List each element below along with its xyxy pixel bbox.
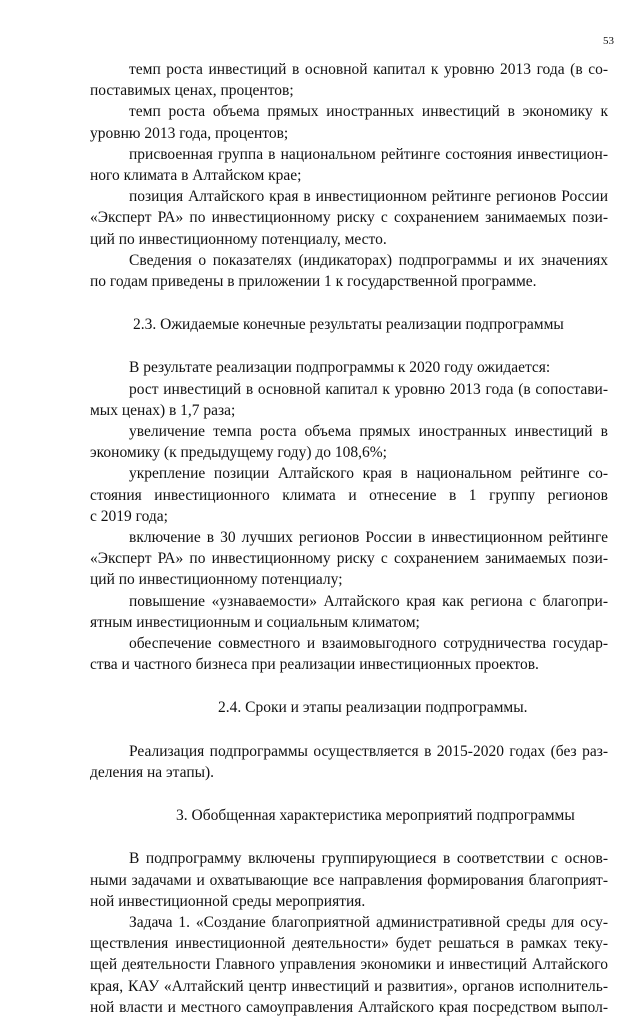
text-line: включение в 30 лучших регионов России в инвестиционном рейтинге: [129, 529, 608, 547]
text-line: ной власти и местного самоуправления Алтайского края посредством выпол-: [90, 998, 608, 1016]
text-line: экономику (к предыдущему году) до 108,6%;: [90, 444, 387, 462]
paragraph: [90, 144, 608, 186]
paragraph: [90, 591, 608, 633]
paragraph: [90, 186, 608, 250]
text-line: обеспечение совместного и взаимовыгодного сотрудничества государ-: [129, 635, 608, 653]
text-line: рост инвестиций в основной капитал к уровню 2013 года (в сопостави-: [129, 380, 608, 398]
text-line: стояния инвестиционного климата и отнесение в 1 группу регионов: [90, 486, 608, 504]
text-line: повышение «узнаваемости» Алтайского края как региона с благопри-: [129, 592, 608, 610]
text-line: ными задачами и охватывающие все направления формирования благоприят-: [90, 871, 608, 889]
text-line: «Эксперт РА» по инвестиционному риску с сохранением занимаемых пози-: [90, 209, 608, 227]
text-line: ного климата в Алтайском крае;: [90, 167, 302, 185]
text-line: ций по инвестиционному потенциалу, место.: [90, 230, 387, 248]
text-line: «Эксперт РА» по инвестиционному риску с сохранением занимаемых пози-: [90, 550, 608, 568]
text-line: ства и частного бизнеса при реализации инвестиционных проектов.: [90, 656, 539, 674]
text-line: темп роста объема прямых иностранных инвестиций в экономику к: [129, 103, 608, 121]
paragraph: [90, 741, 608, 783]
paragraph: [90, 848, 608, 912]
paragraph: [90, 101, 608, 143]
paragraph: [90, 379, 608, 421]
paragraph: [90, 912, 608, 1018]
paragraph: [90, 250, 608, 292]
paragraph: [90, 357, 608, 378]
document-body: [90, 59, 608, 1018]
text-line: увеличение темпа роста объема прямых иностранных инвестиций в: [129, 423, 608, 441]
text-line: Реализация подпрограммы осуществляется в 2015-2020 годах (без раз-: [129, 742, 608, 760]
text-line: В результате реализации подпрограммы к 2020 году ожидается:: [129, 359, 551, 377]
text-line: щей деятельности Главного управления экономики и инвестиций Алтайского: [90, 956, 608, 974]
text-line: по годам приведены в приложении 1 к государственной программе.: [90, 273, 537, 291]
text-line: ций по инвестиционному потенциалу;: [90, 571, 343, 589]
text-line: темп роста инвестиций в основной капитал к уровню 2013 года (в со-: [129, 61, 608, 78]
paragraph: [90, 421, 608, 463]
text-line: края, КАУ «Алтайский центр инвестиций и развития», органов исполнитель-: [90, 977, 608, 995]
text-line: ной инвестиционной среды мероприятия.: [90, 892, 366, 910]
text-line: мых ценах) в 1,7 раза;: [90, 401, 236, 419]
text-line: ществления инвестиционной деятельности» будет решаться в рамках теку-: [90, 935, 608, 953]
section-heading: 2.3. Ожидаемые конечные результаты реализации подпрограммы: [133, 316, 564, 334]
text-line: присвоенная группа в национальном рейтинге состояния инвестицион-: [129, 145, 608, 163]
paragraph: [90, 633, 608, 675]
text-line: позиция Алтайского края в инвестиционном рейтинге регионов России: [129, 188, 608, 206]
text-line: поставимых ценах, процентов;: [90, 82, 294, 100]
text-line: укрепление позиции Алтайского края в национальном рейтинге со-: [129, 465, 608, 483]
paragraph: [90, 59, 608, 101]
text-line: Сведения о показателях (индикаторах) подпрограммы и их значениях: [129, 251, 608, 269]
text-line: деления на этапы).: [90, 763, 215, 781]
text-line: ятным инвестиционным и социальным климатом;: [90, 613, 420, 631]
text-line: уровню 2013 года, процентов;: [90, 124, 289, 142]
text-line: Задача 1. «Создание благоприятной административной среды для осу-: [129, 913, 608, 931]
paragraph: [90, 463, 608, 527]
page-number: 53: [603, 35, 614, 47]
section-heading: 3. Обобщенная характеристика мероприятий подпрограммы: [176, 807, 575, 825]
paragraph: [90, 527, 608, 591]
section-heading: 2.4. Сроки и этапы реализации подпрограммы.: [218, 699, 528, 717]
text-line: с 2019 года;: [90, 507, 168, 525]
text-line: В подпрограмму включены группирующиеся в соответствии с основ-: [129, 850, 608, 868]
